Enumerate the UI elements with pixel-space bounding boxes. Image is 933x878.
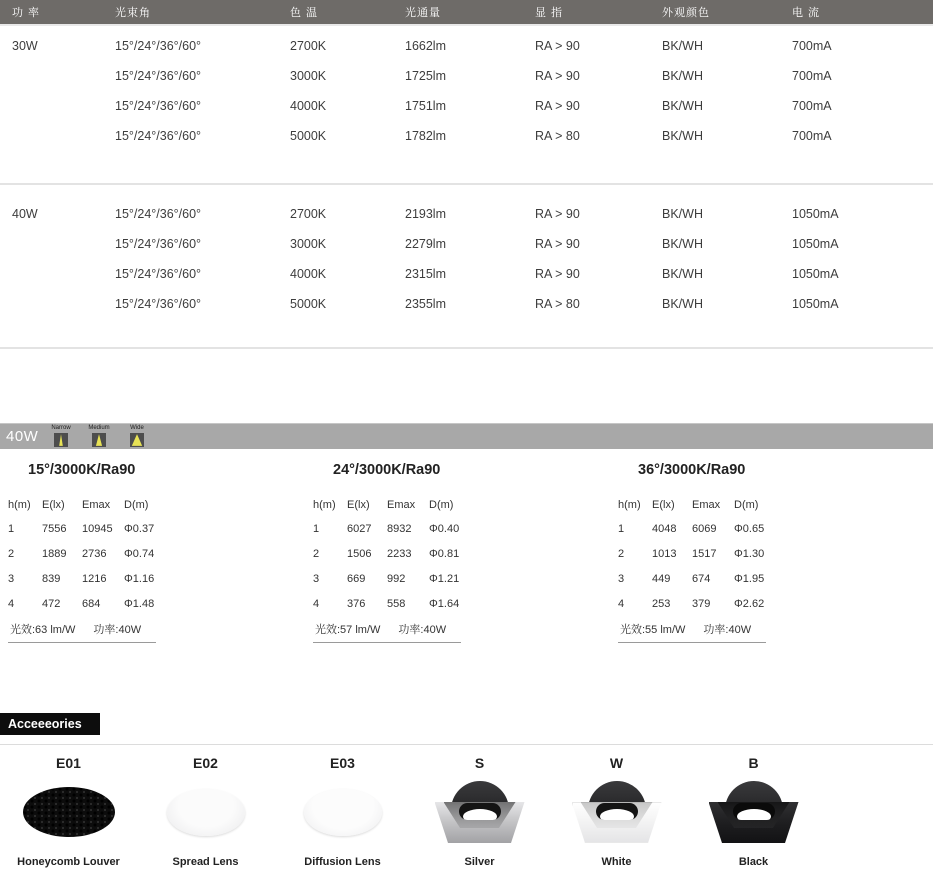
beam-icons-group [48,424,150,449]
accessory-caption: Silver [464,856,495,868]
col-elx: E(lx) [652,499,675,511]
photometric-table-36deg [618,460,923,643]
accessory-caption: Black [738,856,769,868]
header-beam-angle: 光束角 [115,7,151,19]
power-value: 功率:40W [703,624,752,636]
beam-label: Medium [88,425,110,431]
table-row [0,31,933,61]
finish-cell: BK/WH [662,39,703,53]
accessory-item-e01 [0,755,137,868]
narrow-beam-glyph [54,433,68,447]
photometric-footer [618,621,766,643]
finish-cell: BK/WH [662,207,703,221]
beam-cell: 15°/24°/36°/60° [115,237,202,251]
flux-cell: 2315lm [405,267,446,281]
accessory-code: E01 [56,755,81,771]
power-value: 功率:40W [93,624,142,636]
cri-cell: RA > 90 [535,207,580,221]
current-cell: 700mA [792,129,832,143]
accessory-caption: White [601,856,632,868]
power-value: 功率:40W [398,624,447,636]
beam-cell: 15°/24°/36°/60° [115,267,202,281]
col-elx: E(lx) [42,499,65,511]
wide-beam-icon [124,425,150,447]
silver-trim-image [435,781,525,843]
header-cri: 显 指 [535,7,564,19]
beam-cell: 15°/24°/36°/60° [115,69,202,83]
spec-group-30w [0,26,933,151]
header-power: 功 率 [12,7,41,19]
cct-cell: 3000K [290,69,327,83]
accessories-title: Acceeeories [8,717,82,731]
table-row [0,259,933,289]
photometric-table-title: 36°/3000K/Ra90 [638,462,746,478]
photometric-table-15deg [8,460,313,643]
table-row: 1 4048 6069 Φ0.65 [618,522,765,535]
narrow-beam-icon [48,425,74,447]
table-row: 1 7556 10945 Φ0.37 [8,522,155,535]
table-row: 2 1013 1517 Φ1.30 [618,547,765,560]
col-emax: Emax [82,499,111,511]
cri-cell: RA > 90 [535,69,580,83]
accessory-item-e02 [137,755,274,868]
finish-cell: BK/WH [662,267,703,281]
current-cell: 700mA [792,39,832,53]
accessory-item-w [548,755,685,868]
photometric-header-row [313,494,618,516]
table-row [0,91,933,121]
cri-cell: RA > 90 [535,39,580,53]
col-emax: Emax [387,499,416,511]
honeycomb-louver-image [23,787,115,837]
flux-cell: 1725lm [405,69,446,83]
current-cell: 700mA [792,99,832,113]
power-cell: 30W [12,39,38,53]
spec-group-40w [0,194,933,319]
accessory-item-e03 [274,755,411,868]
table-row [0,121,933,151]
photometric-tables [0,460,933,643]
white-trim-image [572,781,662,843]
beam-label: Wide [130,425,144,431]
table-row: 4 472 684 Φ1.48 [8,597,155,610]
header-current: 电 流 [792,7,821,19]
table-row: 3 449 674 Φ1.95 [618,572,765,585]
cri-cell: RA > 90 [535,237,580,251]
group-divider [0,347,933,349]
spec-table-header-row [0,0,933,26]
flux-cell: 2193lm [405,207,446,221]
table-row: 2 1506 2233 Φ0.81 [313,547,460,560]
col-elx: E(lx) [347,499,370,511]
flux-cell: 1782lm [405,129,446,143]
flux-cell: 1662lm [405,39,446,53]
photometrics-band [0,423,933,449]
cri-cell: RA > 90 [535,99,580,113]
accessory-caption: Honeycomb Louver [17,856,120,868]
table-row: 2 1889 2736 Φ0.74 [8,547,155,560]
header-flux: 光通量 [405,7,441,19]
current-cell: 700mA [792,69,832,83]
efficacy-value: 光效:63 lm/W [10,624,76,636]
cct-cell: 4000K [290,99,327,113]
table-row: 4 253 379 Φ2.62 [618,597,765,610]
power-cell: 40W [12,207,38,221]
header-cct: 色 温 [290,7,319,19]
medium-beam-glyph [92,433,106,447]
flux-cell: 2279lm [405,237,446,251]
band-power-label: 40W [6,428,39,445]
col-d: D(m) [734,499,759,511]
photometric-header-row [8,494,313,516]
finish-cell: BK/WH [662,69,703,83]
photometric-table-title: 15°/3000K/Ra90 [28,462,136,478]
table-row [0,199,933,229]
flux-cell: 2355lm [405,297,446,311]
col-h: h(m) [313,499,336,511]
table-row [0,229,933,259]
photometric-header-row [618,494,923,516]
col-d: D(m) [124,499,149,511]
accessory-code: E03 [330,755,355,771]
photometric-footer [313,621,461,643]
current-cell: 1050mA [792,297,839,311]
col-d: D(m) [429,499,454,511]
beam-cell: 15°/24°/36°/60° [115,297,202,311]
beam-cell: 15°/24°/36°/60° [115,207,202,221]
accessory-item-s [411,755,548,868]
beam-label: Narrow [51,425,71,431]
table-row: 3 669 992 Φ1.21 [313,572,460,585]
current-cell: 1050mA [792,267,839,281]
cri-cell: RA > 90 [535,267,580,281]
accessory-code: B [748,755,759,771]
accessory-caption: Diffusion Lens [304,856,381,868]
cct-cell: 4000K [290,267,327,281]
cct-cell: 5000K [290,297,327,311]
table-row [0,61,933,91]
cct-cell: 5000K [290,129,327,143]
beam-cell: 15°/24°/36°/60° [115,129,202,143]
finish-cell: BK/WH [662,237,703,251]
beam-cell: 15°/24°/36°/60° [115,39,202,53]
table-row: 3 839 1216 Φ1.16 [8,572,155,585]
photometric-table-24deg [313,460,618,643]
table-row: 1 6027 8932 Φ0.40 [313,522,460,535]
table-row [0,289,933,319]
col-emax: Emax [692,499,721,511]
table-row: 4 376 558 Φ1.64 [313,597,460,610]
flux-cell: 1751lm [405,99,446,113]
finish-cell: BK/WH [662,99,703,113]
accessory-code: E02 [193,755,218,771]
accessory-item-b [685,755,822,868]
finish-cell: BK/WH [662,129,703,143]
col-h: h(m) [8,499,31,511]
header-finish: 外观颜色 [662,7,710,19]
current-cell: 1050mA [792,207,839,221]
group-divider [0,183,933,185]
accessories-divider [0,744,933,745]
cri-cell: RA > 80 [535,129,580,143]
accessories-grid [0,755,822,868]
efficacy-value: 光效:55 lm/W [620,624,686,636]
col-h: h(m) [618,499,641,511]
medium-beam-icon [86,425,112,447]
cct-cell: 3000K [290,237,327,251]
accessories-section-label [0,713,100,735]
current-cell: 1050mA [792,237,839,251]
finish-cell: BK/WH [662,297,703,311]
efficacy-value: 光效:57 lm/W [315,624,381,636]
cri-cell: RA > 80 [535,297,580,311]
accessory-caption: Spread Lens [172,856,239,868]
accessory-code: W [609,755,624,771]
beam-cell: 15°/24°/36°/60° [115,99,202,113]
photometric-table-title: 24°/3000K/Ra90 [333,462,441,478]
cct-cell: 2700K [290,207,327,221]
black-trim-image [709,781,799,843]
cct-cell: 2700K [290,39,327,53]
diffusion-lens-image [304,789,382,836]
spread-lens-image [167,789,245,836]
accessory-code: S [474,755,485,771]
wide-beam-glyph [130,433,144,447]
photometric-footer [8,621,156,643]
